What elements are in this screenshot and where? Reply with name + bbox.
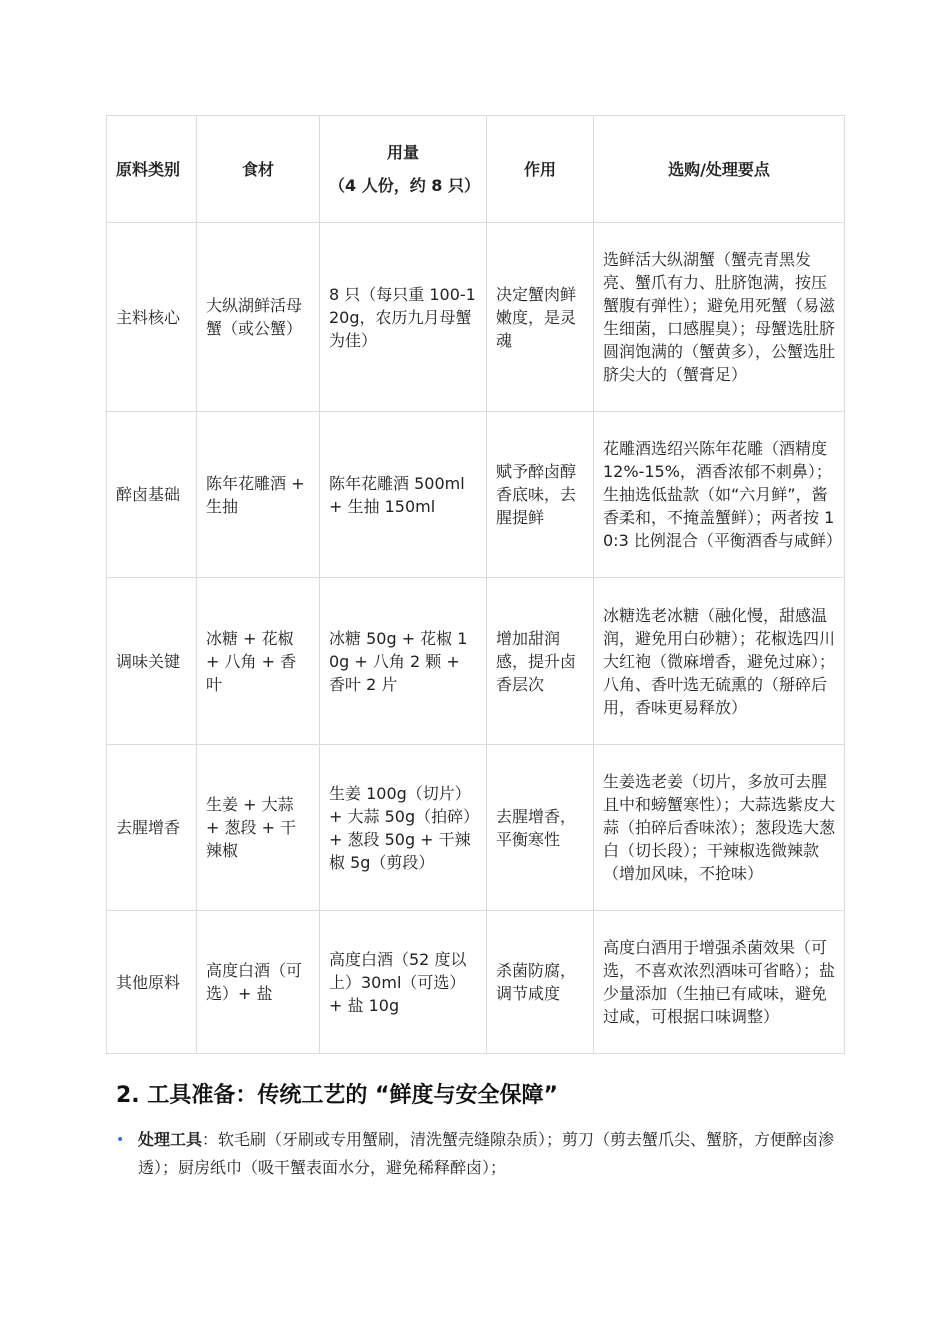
cell-tips: 高度白酒用于增强杀菌效果（可选，不喜欢浓烈酒味可省略）；盐少量添加（生抽已有咸味，避免过咸，可根据口味调整） [594,911,845,1054]
cell-tips: 选鲜活大纵湖蟹（蟹壳青黑发亮、蟹爪有力、肚脐饱满，按压蟹腹有弹性）；避免用死蟹（易滋生细菌，口感腥臭）；母蟹选肚脐圆润饱满的（蟹黄多），公蟹选肚脐尖大的（蟹膏足） [594,223,845,412]
header-category: 原料类别 [107,116,197,223]
table-row [107,745,845,911]
cell-ingredient: 陈年花雕酒 + 生抽 [197,412,320,578]
cell-amount: 陈年花雕酒 500ml + 生抽 150ml [320,412,487,578]
cell-category: 去腥增香 [107,745,197,911]
cell-amount: 冰糖 50g + 花椒 10g + 八角 2 颗 + 香叶 2 片 [320,578,487,745]
header-amount-title: 用量 [386,143,419,162]
cell-category: 醉卤基础 [107,412,197,578]
header-amount [320,116,487,223]
cell-ingredient: 高度白酒（可选）+ 盐 [197,911,320,1054]
header-tips: 选购/处理要点 [594,116,845,223]
table-row [107,911,845,1054]
cell-ingredient: 冰糖 + 花椒 + 八角 + 香叶 [197,578,320,745]
header-ingredient: 食材 [197,116,320,223]
table-header-row [107,116,845,223]
cell-category: 其他原料 [107,911,197,1054]
cell-tips: 花雕酒选绍兴陈年花雕（酒精度 12%-15%，酒香浓郁不刺鼻）；生抽选低盐款（如“六月鲜”，酱香柔和，不掩盖蟹鲜）；两者按 10:3 比例混合（平衡酒香与咸鲜） [594,412,845,578]
table-row [107,223,845,412]
cell-ingredient: 大纵湖鲜活母蟹（或公蟹） [197,223,320,412]
bullet-text [138,1126,836,1182]
cell-category: 主料核心 [107,223,197,412]
ingredients-table [106,115,845,1054]
cell-amount: 生姜 100g（切片）+ 大蒜 50g（拍碎）+ 葱段 50g + 干辣椒 5g（剪段） [320,745,487,911]
cell-amount: 高度白酒（52 度以上）30ml（可选）+ 盐 10g [320,911,487,1054]
cell-tips: 生姜选老姜（切片，多放可去腥且中和螃蟹寒性）；大蒜选紫皮大蒜（拍碎后香味浓）；葱段选大葱白（切长段）；干辣椒选微辣款（增加风味，不抢味） [594,745,845,911]
cell-effect: 去腥增香，平衡寒性 [487,745,594,911]
cell-amount: 8 只（每只重 100-120g，农历九月母蟹为佳） [320,223,487,412]
bullet-icon: • [116,1132,125,1148]
cell-tips: 冰糖选老冰糖（融化慢，甜感温润，避免用白砂糖）；花椒选四川大红袍（微麻增香，避免过麻）；八角、香叶选无硫熏的（掰碎后用，香味更易释放） [594,578,845,745]
cell-effect: 赋予醉卤醇香底味，去腥提鲜 [487,412,594,578]
cell-effect: 决定蟹肉鲜嫩度，是灵魂 [487,223,594,412]
cell-category: 调味关键 [107,578,197,745]
section-title-tools: 2. 工具准备：传统工艺的 “鲜度与安全保障” [116,1083,558,1108]
table-row [107,412,845,578]
cell-ingredient: 生姜 + 大蒜 + 葱段 + 干辣椒 [197,745,320,911]
table-row [107,578,845,745]
header-amount-subtitle: （4 人份，约 8 只） [329,176,480,195]
cell-effect: 杀菌防腐，调节咸度 [487,911,594,1054]
list-item [116,1126,836,1182]
header-effect: 作用 [487,116,594,223]
bullet-body: ：软毛刷（牙刷或专用蟹刷，清洗蟹壳缝隙杂质）；剪刀（剪去蟹爪尖、蟹脐，方便醉卤渗透）；厨房纸巾（吸干蟹表面水分，避免稀释醉卤）； [138,1130,835,1177]
cell-effect: 增加甜润感，提升卤香层次 [487,578,594,745]
bullet-label: 处理工具 [138,1130,203,1149]
